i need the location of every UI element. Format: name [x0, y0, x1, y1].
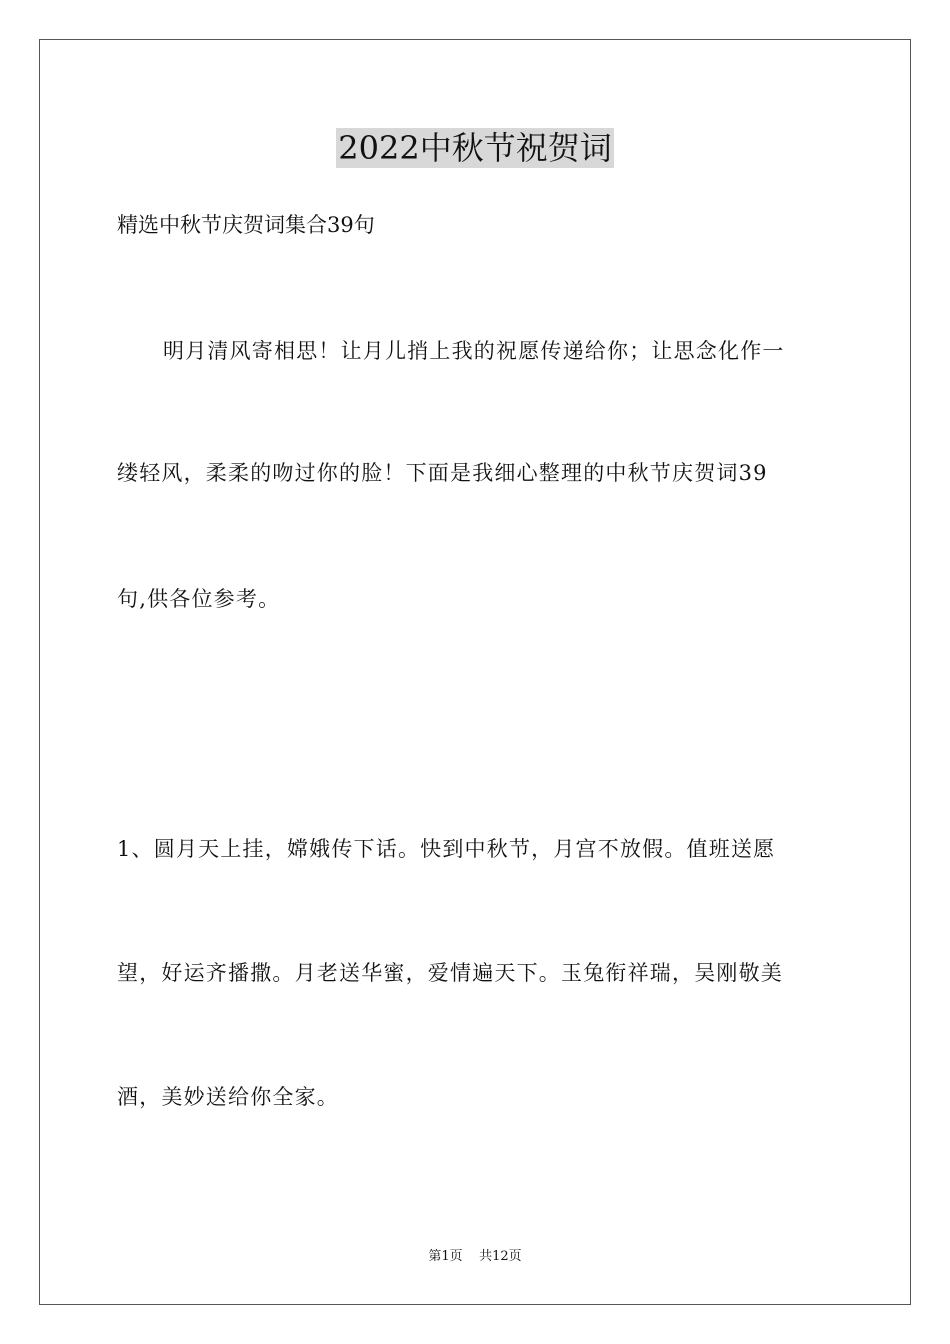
item1-line-1: 1、圆月天上挂，嫦娥传下话。快到中秋节，月宫不放假。值班送愿 [117, 837, 776, 861]
intro-line-3: 句,供各位参考。 [117, 587, 281, 611]
item1-line-3: 酒，美妙送给你全家。 [117, 1085, 339, 1109]
document-subtitle: 精选中秋节庆贺词集合39句 [117, 213, 375, 237]
footer-spacer [463, 1249, 480, 1264]
total-pages: 共12页 [479, 1249, 522, 1264]
title-container [0, 128, 950, 168]
page-footer [0, 1248, 950, 1266]
document-title: 2022中秋节祝贺词 [338, 129, 612, 167]
intro-line-2: 缕轻风，柔柔的吻过你的脸！下面是我细心整理的中秋节庆贺词39 [117, 461, 768, 485]
page-number: 第1页 [428, 1249, 463, 1264]
item1-line-2: 望，好运齐播撒。月老送华蜜，爱情遍天下。玉兔衔祥瑞，吴刚敬美 [117, 961, 783, 985]
intro-line-1: 明月清风寄相思！让月儿捎上我的祝愿传递给你；让思念化作一 [163, 339, 785, 363]
